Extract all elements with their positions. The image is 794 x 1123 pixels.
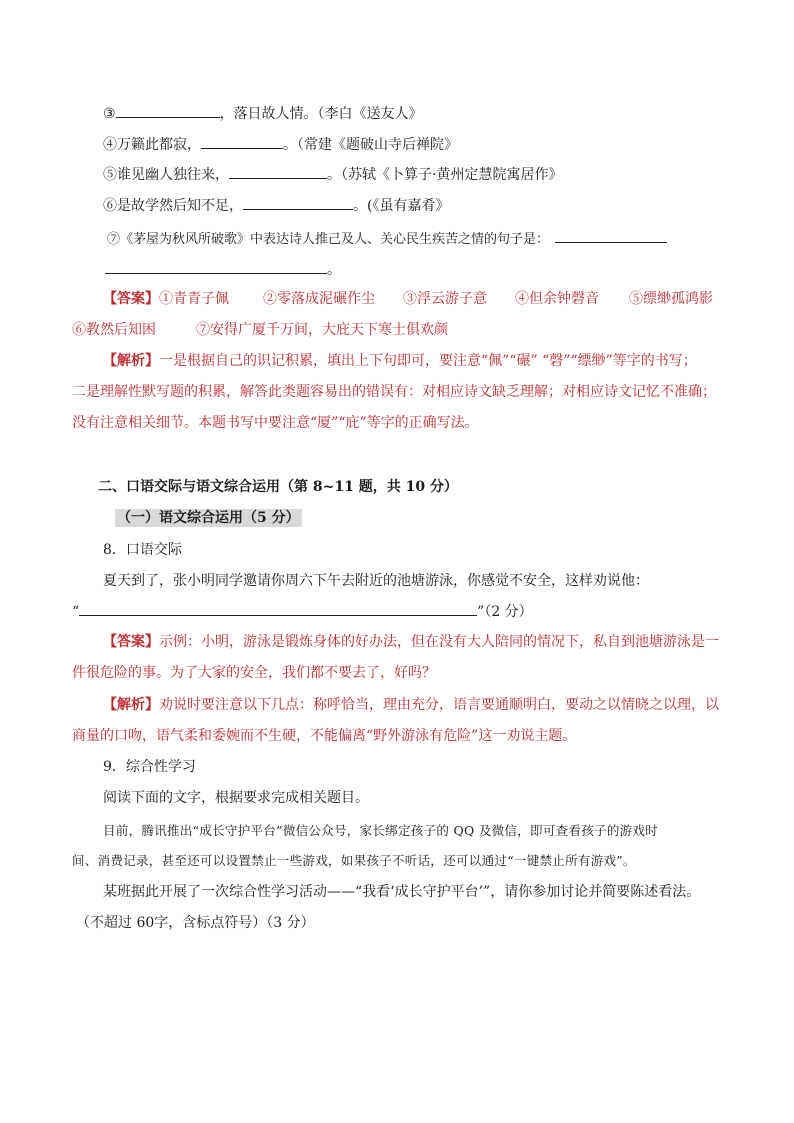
answer-item: ⑦安得广厦千万间，大庇天下寒士俱欢颜 xyxy=(196,322,448,338)
analysis-text: 一是根据自己的识记积累，填出上下句即可，要注意 xyxy=(159,353,481,369)
fill-item-label: ④万籁此都寂， xyxy=(103,137,201,153)
answer-block-1-line2 xyxy=(72,320,448,340)
q8-analysis-line2: 商量的口吻，语气柔和委婉而不生硬，不能偏离“野外游泳有危险”这一劝说主题。 xyxy=(72,728,577,744)
answer-item: ③浮云游子意 xyxy=(403,291,487,307)
analysis-tag: 【解析】 xyxy=(103,697,159,713)
answer-blank[interactable] xyxy=(555,228,667,243)
answer-item: ⑥教然后知困 xyxy=(72,322,156,338)
q9-quote-line2: 间、消费记录，甚至还可以设置禁止一些游戏，如果孩子不听话，还可以通过“一键禁止所有游戏”。 xyxy=(72,853,636,868)
analysis-text: “佩”“碾” “磬”“缥缈” xyxy=(481,353,613,369)
fill-item-7-line2 xyxy=(105,259,341,280)
subsection-title xyxy=(115,508,302,528)
fill-item-source: ，落日故人情。（李白《送友人》 xyxy=(219,106,423,122)
analysis-text: 等字的书写； xyxy=(612,353,697,369)
analysis-text: “厦”“庇” xyxy=(310,415,367,431)
answer-blank[interactable] xyxy=(229,164,327,179)
fill-item-label: ⑥是故学然后知不足， xyxy=(103,198,243,214)
fill-item-source: 。（常建《题破山寺后禅院》 xyxy=(283,137,458,153)
fill-item-4 xyxy=(103,134,458,155)
q8-stem: 夏天到了，张小明同学邀请你周六下午去附近的池塘游泳，你感觉不安全，这样劝说他： xyxy=(103,573,649,589)
q8-answer xyxy=(103,632,719,652)
fill-item-label: ⑤谁见幽人独往来， xyxy=(103,167,229,183)
quote-mark: “ xyxy=(72,604,80,620)
fill-item-source: 。（苏轼《卜算子·黄州定慧院寓居作》 xyxy=(327,167,563,183)
answer-tag: 【答案】 xyxy=(103,291,159,307)
analysis-text: 等字的正确写法。 xyxy=(366,415,479,431)
q9-task-line1: 某班据此开展了一次综合性学习活动——“我看‘成长守护平台’”，请你参加讨论并简要陈述看法。 xyxy=(103,884,701,900)
q8-answer-line xyxy=(72,601,533,622)
q9-task-line2: （不超过 60字，含标点符号）（3 分） xyxy=(76,915,315,931)
answer-tag: 【答案】 xyxy=(103,634,159,650)
q9-title: 9．综合性学习 xyxy=(103,759,196,775)
answer-item: ①青青子佩 xyxy=(159,291,229,307)
answer-text: 示例：小明，游泳是锻炼身体的好办法，但在没有大人陪同的情况下，私自到池塘游泳是一 xyxy=(159,634,719,650)
section-title: 二、口语交际与语文综合运用（第 8~11 题，共 10 分） xyxy=(98,479,458,495)
fill-item-3 xyxy=(103,103,423,124)
q9-quote-line1: 目前，腾讯推出“成长守护平台”微信公众号，家长绑定孩子的 QQ 及微信，即可查看孩子的游戏时 xyxy=(103,823,659,838)
fill-item-7 xyxy=(107,228,667,250)
fill-item-6 xyxy=(103,195,449,216)
answer-blank[interactable] xyxy=(243,195,353,210)
answer-block-1 xyxy=(103,289,713,309)
analysis-block-1 xyxy=(103,351,697,371)
analysis-text: 劝说时要注意以下几点：称呼恰当，理由充分，语言要通顺明白，要动之以情晓之以理，以 xyxy=(159,697,719,713)
answer-item: ④但余钟磬音 xyxy=(515,291,599,307)
answer-blank[interactable] xyxy=(201,134,283,149)
fill-item-5 xyxy=(103,164,562,185)
q8-score: ”（2 分） xyxy=(477,604,533,620)
q8-analysis xyxy=(103,695,719,715)
answer-blank[interactable] xyxy=(79,601,477,616)
answer-item: ②零落成泥碾作尘 xyxy=(263,291,375,307)
fill-item-source: 。(《虽有嘉肴》 xyxy=(353,198,450,214)
answer-blank[interactable] xyxy=(105,259,327,274)
analysis-text: 没有注意相关细节。本题书写中要注意 xyxy=(72,415,310,431)
fill-item-label: ③ xyxy=(103,106,116,122)
answer-item: ⑤缥缈孤鸿影 xyxy=(629,291,713,307)
q9-instruction: 阅读下面的文字，根据要求完成相关题目。 xyxy=(103,790,369,806)
analysis-block-1-line3 xyxy=(72,413,479,433)
answer-blank[interactable] xyxy=(116,103,220,118)
fill-item-label: ⑦《茅屋为秋风所破歌》中表达诗人推己及人、关心民生疾苦之情的句子是： xyxy=(107,232,550,247)
q8-answer-line2: 件很危险的事。为了大家的安全，我们都不要去了，好吗？ xyxy=(72,665,436,681)
fill-item-end: 。 xyxy=(327,262,341,278)
q8-title: 8．口语交际 xyxy=(103,542,182,558)
subsection-label: （一）语文综合运用（5 分） xyxy=(117,510,300,526)
analysis-block-1-line2: 二是理解性默写题的积累，解答此类题容易出的错误有：对相应诗文缺乏理解；对相应诗文记忆不准确； xyxy=(72,384,716,400)
analysis-tag: 【解析】 xyxy=(103,353,159,369)
